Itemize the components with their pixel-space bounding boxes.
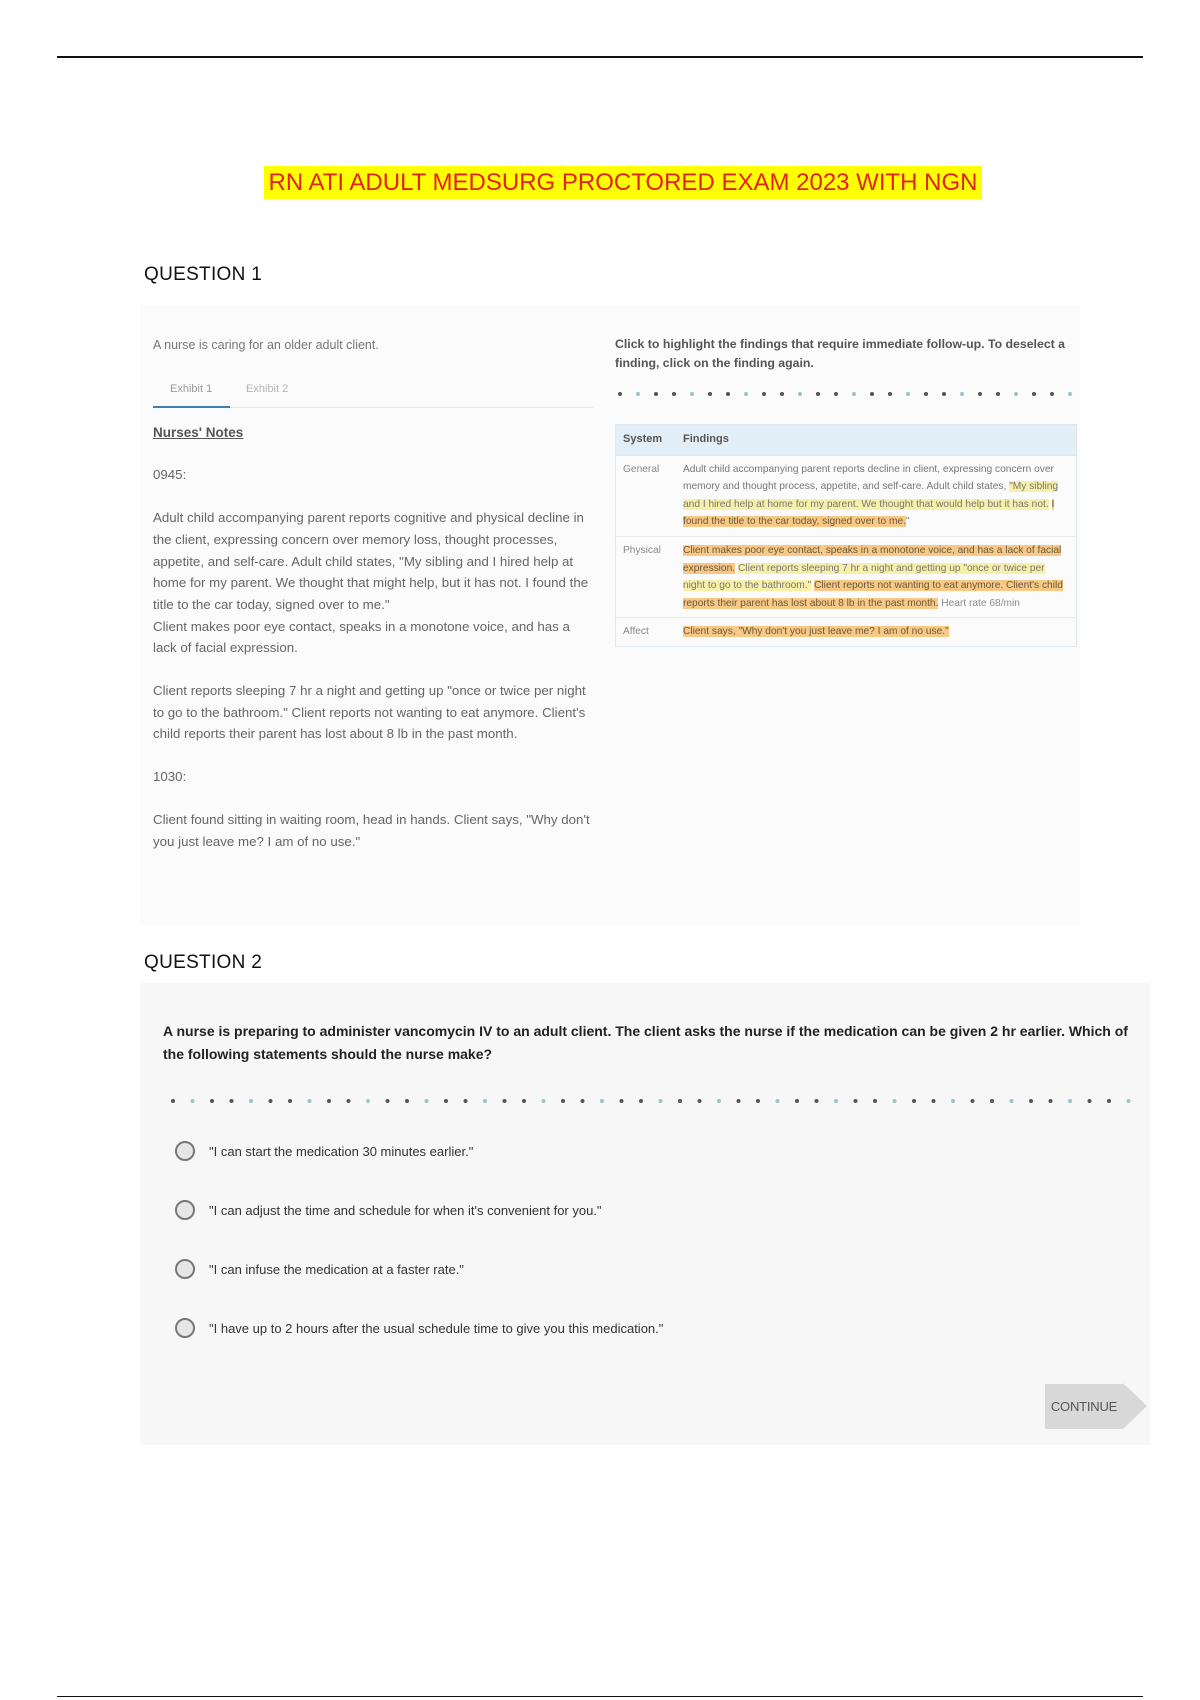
divider-dot: [756, 1099, 760, 1103]
divider-dot: [366, 1099, 370, 1103]
divider-dot: [561, 1099, 565, 1103]
bottom-rule: [57, 1696, 1143, 1697]
table-row-general: [616, 455, 1077, 536]
divider-dot: [978, 392, 982, 396]
divider-dot: [659, 1099, 663, 1103]
nurses-notes-title: Nurses' Notes: [153, 424, 244, 440]
divider-dot: [690, 392, 694, 396]
divider-dot: [870, 392, 874, 396]
divider-dot: [960, 392, 964, 396]
divider-dot: [893, 1099, 897, 1103]
finding-highlight-yellow[interactable]: Client reports sleeping 7 hr a night and getting up "once or twice per night to go to the bathroom.": [683, 562, 1045, 592]
note-paragraph-2: Client makes poor eye contact, speaks in a monotone voice, and has a lack of facial expression.: [153, 618, 570, 656]
divider-dot: [996, 392, 1000, 396]
divider-dot: [171, 1099, 175, 1103]
divider-dot: [672, 392, 676, 396]
divider-dot: [834, 1099, 838, 1103]
finding-highlight-orange[interactable]: Client says, "Why don't you just leave me? I am of no use.": [683, 626, 949, 638]
divider-dot: [762, 392, 766, 396]
divider-dot: [522, 1099, 526, 1103]
divider-dot: [678, 1099, 682, 1103]
divider-dot: [654, 392, 658, 396]
divider-dot: [737, 1099, 741, 1103]
system-physical: Physical: [616, 536, 677, 617]
divider-dot: [873, 1099, 877, 1103]
question-2-heading: QUESTION 2: [144, 952, 263, 973]
divider-dot: [1029, 1099, 1033, 1103]
divider-dot: [1010, 1099, 1014, 1103]
question-1-heading: QUESTION 1: [144, 264, 263, 285]
note-paragraph-1: Adult child accompanying parent reports cognitive and physical decline in the client, expressing concern over memory loss, thought processes, appetite, and self-care. Adult child states, "My sibling and I hired help at home for my parent. We thought that might help, but it has not. I found the title to the car today, signed over to me.": [153, 510, 589, 612]
divider-dot: [483, 1099, 487, 1103]
question-2-screenshot: [140, 983, 1150, 1445]
divider-dot: [230, 1099, 234, 1103]
divider-dot: [816, 392, 820, 396]
radio-button[interactable]: [175, 1259, 195, 1279]
divider-dot: [951, 1099, 955, 1103]
dotted-divider: [615, 387, 1077, 401]
case-study-panel: [153, 335, 593, 852]
divider-dot: [600, 1099, 604, 1103]
highlight-instruction: Click to highlight the findings that require immediate follow-up. To deselect a finding, click on the finding again.: [615, 337, 1066, 370]
divider-dot: [776, 1099, 780, 1103]
column-header-findings: Findings: [676, 425, 1077, 456]
divider-dot: [269, 1099, 273, 1103]
case-intro: A nurse is caring for an older adult client.: [153, 338, 379, 352]
divider-dot: [210, 1099, 214, 1103]
divider-dot: [698, 1099, 702, 1103]
continue-arrow-icon[interactable]: [1123, 1383, 1147, 1429]
note-paragraph-3: Client reports sleeping 7 hr a night and getting up "once or twice per night to go to the bathroom." Client reports not wanting to eat anymore. Client's child reports their parent has lost about 8 lb in the past month.: [153, 683, 586, 742]
exhibit-tabs: [153, 373, 593, 408]
findings-physical: [676, 536, 1077, 617]
active-tab-indicator: [153, 406, 230, 408]
note-paragraph-4: Client found sitting in waiting room, head in hands. Client says, "Why don't you just leave me? I am of no use.": [153, 811, 590, 849]
divider-dot: [717, 1099, 721, 1103]
divider-dot: [798, 392, 802, 396]
question-1-screenshot: [140, 305, 1080, 925]
divider-dot: [249, 1099, 253, 1103]
divider-dot: [444, 1099, 448, 1103]
top-rule: [57, 56, 1143, 58]
document-title: RN ATI ADULT MEDSURG PROCTORED EXAM 2023 WITH NGN: [0, 169, 1200, 197]
column-header-system: System: [616, 425, 677, 456]
finding-text[interactable]: Adult child accompanying parent reports decline in client, expressing concern over memory and thought process, appetite, and self-care. Adult child states,: [683, 463, 1054, 493]
divider-dot: [744, 392, 748, 396]
divider-dot: [639, 1099, 643, 1103]
divider-dot: [542, 1099, 546, 1103]
findings-affect: [676, 618, 1077, 647]
finding-highlight-orange[interactable]: Client reports not wanting to eat anymore. Client's child reports their parent has lost about 8 lb in the past month.: [683, 580, 1063, 609]
divider-dot: [924, 392, 928, 396]
divider-dot: [191, 1099, 195, 1103]
divider-dot: [1014, 392, 1018, 396]
table-row-physical: [616, 536, 1077, 617]
divider-dot: [1107, 1099, 1111, 1103]
tab-exhibit-2[interactable]: Exhibit 2: [246, 382, 289, 395]
answer-option-label[interactable]: "I have up to 2 hours after the usual schedule time to give you this medication.": [209, 1321, 664, 1336]
system-general: General: [616, 455, 677, 536]
divider-dot: [854, 1099, 858, 1103]
divider-dot: [386, 1099, 390, 1103]
divider-dot: [347, 1099, 351, 1103]
divider-dot: [503, 1099, 507, 1103]
divider-dot: [1068, 392, 1072, 396]
divider-dot: [464, 1099, 468, 1103]
radio-button[interactable]: [175, 1318, 195, 1338]
divider-dot: [618, 392, 622, 396]
findings-general: Adult child accompanying parent reports decline in client, expressing concern over memory and thought process, appetite, and self-care. Adult child states, "My sibling and I hired help at home for my parent. We thought that would help but it has not. I found the title to the car today, signed over to me.": [676, 455, 1077, 536]
divider-dot: [726, 392, 730, 396]
divider-dot: [581, 1099, 585, 1103]
divider-dot: [834, 392, 838, 396]
divider-dot: [1088, 1099, 1092, 1103]
answer-option-label[interactable]: "I can start the medication 30 minutes earlier.": [209, 1144, 474, 1159]
divider-dot: [288, 1099, 292, 1103]
divider-dot: [308, 1099, 312, 1103]
divider-dot: [795, 1099, 799, 1103]
note-time-0945: 0945:: [153, 467, 187, 483]
divider-dot: [636, 392, 640, 396]
question-prompt: A nurse is preparing to administer vancomycin IV to an adult client. The client asks the nurse if the medication can be given 2 hr earlier. Which of the following statements should the nurse make?: [163, 1023, 1128, 1062]
divider-dot: [932, 1099, 936, 1103]
divider-dot: [1127, 1099, 1131, 1103]
findings-panel: [615, 335, 1077, 647]
divider-dot: [971, 1099, 975, 1103]
divider-dot: [708, 392, 712, 396]
divider-dot: [912, 1099, 916, 1103]
divider-dot: [620, 1099, 624, 1103]
divider-dot: [852, 392, 856, 396]
divider-dot: [1068, 1099, 1072, 1103]
finding-highlight-yellow[interactable]: "My sibling and I hired help at home for my parent. We thought that would help but it has not.: [683, 481, 1059, 510]
system-affect: Affect: [616, 618, 677, 647]
note-time-1030: 1030:: [153, 769, 187, 785]
divider-dot: [405, 1099, 409, 1103]
finding-highlight-orange[interactable]: I found the title to the car today, signed over to me.: [683, 498, 1055, 528]
divider-dot: [888, 392, 892, 396]
divider-dot: [990, 1099, 994, 1103]
radio-button[interactable]: [175, 1141, 195, 1161]
divider-dot: [1050, 392, 1054, 396]
divider-dot: [425, 1099, 429, 1103]
divider-dot: [942, 392, 946, 396]
answer-option-label[interactable]: "I can adjust the time and schedule for when it's convenient for you.": [209, 1203, 602, 1218]
divider-dot: [1049, 1099, 1053, 1103]
divider-dot: [1032, 392, 1036, 396]
continue-button[interactable]: CONTINUE: [1045, 1384, 1123, 1429]
answer-option-label[interactable]: "I can infuse the medication at a faster rate.": [209, 1262, 464, 1277]
findings-table: [615, 424, 1077, 647]
divider-dot: [815, 1099, 819, 1103]
tab-exhibit-1[interactable]: Exhibit 1: [170, 382, 213, 395]
divider-dot: [906, 392, 910, 396]
finding-text[interactable]: Heart rate 68/min: [941, 597, 1020, 609]
radio-button[interactable]: [175, 1200, 195, 1220]
finding-highlight-orange[interactable]: Client makes poor eye contact, speaks in a monotone voice, and has a lack of facial expression.: [683, 544, 1062, 574]
dotted-divider: [168, 1094, 1148, 1108]
divider-dot: [327, 1099, 331, 1103]
divider-dot: [780, 392, 784, 396]
table-row-affect: [616, 618, 1077, 647]
